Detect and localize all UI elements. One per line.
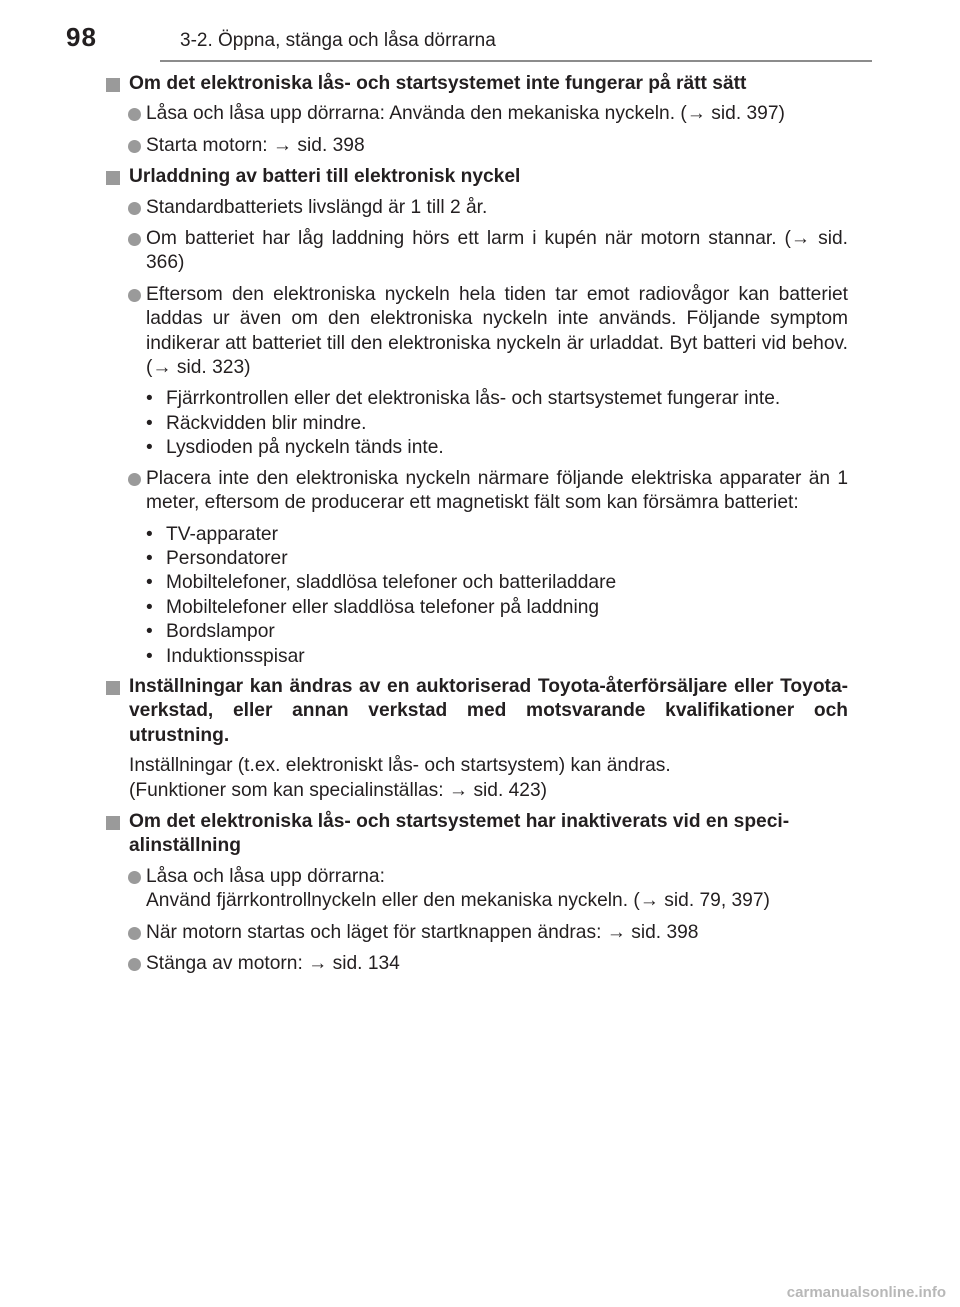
- circle-bullet-icon: [128, 927, 141, 940]
- page-number: 98: [66, 22, 97, 52]
- circle-bullet-icon: [128, 473, 141, 486]
- circle-bullet-icon: [128, 871, 141, 884]
- square-bullet-icon: [106, 78, 120, 92]
- section-settings: [106, 675, 848, 803]
- appliance-item: • Persondatorer: [146, 547, 288, 569]
- circle-bullet-icon: [128, 289, 141, 302]
- section-battery: [106, 165, 848, 669]
- page-header: [0, 0, 960, 60]
- settings-paragraph: Inställningar (t.ex. elektroniskt lås- och startsystem) kan ändras. (Funktioner som kan specialinställas: → sid. 423): [129, 755, 671, 801]
- symptom-list: [106, 387, 848, 460]
- section-malfunction: [106, 72, 848, 158]
- square-bullet-icon: [106, 816, 120, 830]
- circle-bullet-icon: [128, 233, 141, 246]
- appliance-item: • Induktionsspisar: [146, 645, 305, 667]
- circle-bullet-icon: [128, 958, 141, 971]
- section-heading: Om det elektroniska lås- och startsystemet inte fungerar på rätt sätt: [106, 72, 848, 96]
- square-bullet-icon: [106, 171, 120, 185]
- square-bullet-icon: [106, 681, 120, 695]
- symptom-item: • Lysdioden på nyckeln tänds inte.: [146, 437, 444, 459]
- appliance-item: • Bordslampor: [146, 621, 275, 643]
- list-item: Stänga av motorn: → sid. 134: [106, 952, 848, 976]
- appliance-item: • TV-apparater: [146, 523, 278, 545]
- list-item: Eftersom den elektroniska nyckeln hela tiden tar emot radiovågor kan batteriet laddas ur även om den elektroniska nyckeln inte används. Följande symptom indikerar att batteriet till den elektroniska nyckeln är urladdat. Byt batteri vid behov. (→ sid. 323): [106, 283, 848, 381]
- chapter-title: 3-2. Öppna, stänga och låsa dörrarna: [180, 30, 496, 51]
- section-heading: Urladdning av batteri till elektronisk nyckel: [106, 165, 848, 189]
- circle-bullet-icon: [128, 202, 141, 215]
- circle-bullet-icon: [128, 140, 141, 153]
- list-item: Placera inte den elektroniska nyckeln närmare följande elektriska apparater än 1 meter, eftersom de producerar ett magnetiskt fält som kan försämra batteriet:: [106, 467, 848, 516]
- appliance-list: [106, 523, 848, 669]
- section-heading: Om det elektroniska lås- och startsystemet har inaktiverats vid en speci- alinställning: [106, 810, 848, 859]
- section-deactivated: [106, 810, 848, 976]
- circle-bullet-icon: [128, 108, 141, 121]
- section-heading: Inställningar kan ändras av en auktoriserad Toyota-återförsäljare eller Toyota-verkstad, eller annan verkstad med motsvarande kvalifikationer och utrustning.: [106, 675, 848, 748]
- symptom-item: • Fjärrkontrollen eller det elektroniska lås- och startsystemet fungerar inte.: [146, 388, 781, 410]
- list-item: Starta motorn: → sid. 398: [106, 134, 848, 158]
- list-item: När motorn startas och läget för startknappen ändras: → sid. 398: [106, 921, 848, 945]
- appliance-item: • Mobiltelefoner eller sladdlösa telefoner på laddning: [146, 596, 600, 618]
- watermark: carmanualsonline.info: [786, 1284, 946, 1301]
- list-item: Låsa och låsa upp dörrarna: Använd fjärrkontrollnyckeln eller den mekaniska nyckeln. (→ sid. 79, 397): [106, 865, 848, 914]
- symptom-item: • Räckvidden blir mindre.: [146, 412, 367, 434]
- list-item: Låsa och låsa upp dörrarna: Använda den mekaniska nyckeln. (→ sid. 397): [106, 102, 848, 126]
- list-item: Standardbatteriets livslängd är 1 till 2 år.: [106, 196, 848, 220]
- list-item: Om batteriet har låg laddning hörs ett larm i kupén när motorn stannar. (→ sid. 366): [106, 227, 848, 276]
- header-divider: [160, 60, 872, 62]
- page-content: [106, 72, 848, 983]
- appliance-item: • Mobiltelefoner, sladdlösa telefoner och batteriladdare: [146, 572, 617, 594]
